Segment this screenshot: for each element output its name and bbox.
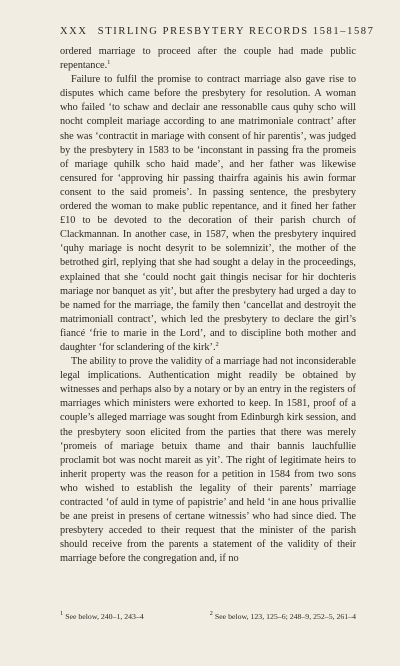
footnote-text: See below, 123, 125–6; 248–9, 252–5, 261–4 [214,612,356,621]
footnote [60,612,206,621]
running-title: STIRLING PRESBYTERY RECORDS 1581–1587 [97,26,375,37]
paragraph-text: Failure to fulfil the promise to contract marriage also gave rise to disputes which came before the presbytery for resolution. A woman who failed ‘to schaw and declair ane ressonablle caus quhy scho will nocht compleit mariage according to ane matrimoniale contract’ after she was ‘contractit in mariage with consent of hir parentis’, was judged by the presbytery in 1583 to be ‘inconstant in passing fra the promeis of mariage quhilk scho haid made’, and her father was likewise censured for ‘approving hir passing thairfra againis his awin formar consent to the said promeis’. In passing sentence, the presbytery ordered the woman to make public repentance, and it fined her father £10 to be devoted to the decoration of their parish church of Clackmannan. In another case, in 1587, when the presbytery inquired ‘quhy mariage is nocht desyrit to be solemnizit’, the mother of the betrothed girl, replying that she had sought a delay in the proceedings, explained that she ‘could nocht gait thingis necisar for hir dochteris mariage nor banquet as yit’, but after the presbytery had urged a day to be named for the marriage, the family then ‘cancellat and destroyit the matrimoniall contract’, which led the presbytery to declare the girl’s fiancé ‘frie to marie in the Lord’, and to discipline both mother and daughter ‘for sclandering of the kirk’. [60,74,356,353]
paragraph [60,45,356,73]
paragraph [60,73,356,355]
footnote [206,612,356,621]
paragraph-text: The ability to prove the validity of a marriage had not inconsiderable legal implications. Authentication might readily be obtained by witnesses and perhaps also by a notary or by an entry in the registers of marriages which ministers were exhorted to keep. In 1581, proof of a couple’s alleged marriage was sought from Edinburgh kirk session, and the presbytery soon elicited from the parties that there was merely ‘promeis of mariage betuix thame and thair bannis lauchfullie proclamit bot was nocht mareit as yit’. The right of legitimate heirs to inherit property was the reason for a petition in 1584 from two sons who wished to establish the legality of their parents’ marriage contracted ‘of auld in tyme of papistrie’ and held ‘in ane hous privallie be ane preist in presens of certane witnessis’ who had since died. The presbytery acceded to their request that the minister of the parish should receive from the parents a statement of the validity of their marriage before the congregation and, if no [60,356,356,565]
paragraph [60,355,356,566]
footnotes [60,612,356,621]
paragraph-text: ordered marriage to proceed after the couple had made public repentance. [60,46,356,72]
footnote-number: 2 [209,610,213,617]
body-text [60,45,356,566]
footnote-reference: 1 [107,59,111,67]
footnote-reference: 2 [215,340,219,348]
footnote-text: See below, 240–1, 243–4 [65,612,144,621]
footnote-number: 1 [60,610,64,617]
page-number: XXX [60,26,88,37]
running-header [60,26,375,37]
